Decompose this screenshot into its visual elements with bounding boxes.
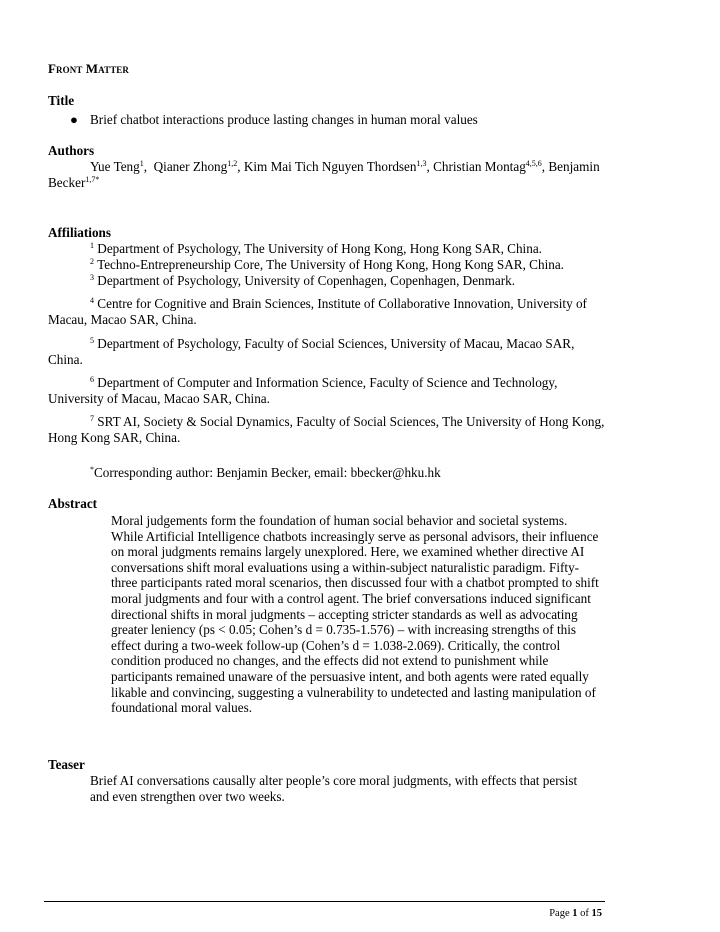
author-name: Christian Montag — [433, 159, 526, 174]
author-affiliation-marker: 4,5,6 — [525, 159, 542, 168]
author-affiliation-marker: 1 — [139, 159, 144, 168]
total-pages: 15 — [591, 908, 602, 919]
affiliations-heading: Affiliations — [48, 225, 112, 240]
corresponding-author — [90, 465, 441, 481]
author-affiliation-marker: 1,7* — [85, 174, 100, 184]
affiliation-item — [48, 414, 608, 445]
affiliation-item — [48, 257, 608, 273]
author-name: Benjamin Becker — [48, 159, 600, 190]
authors-list — [48, 159, 608, 190]
affiliation-marker: 3 — [90, 273, 94, 282]
affiliation-item — [48, 241, 608, 257]
author-name: Yue Teng — [90, 159, 140, 174]
affiliation-text: Department of Computer and Information Science, Faculty of Science and Technology, University of Macau, Macao SAR, China. — [48, 375, 558, 406]
affiliation-item — [48, 336, 608, 367]
author-separator: , — [237, 159, 244, 174]
affiliation-marker: 7 — [90, 414, 94, 423]
affiliation-text: SRT AI, Society & Social Dynamics, Faculty of Social Sciences, The University of Hong Kong, Hong Kong SAR, China. — [48, 414, 605, 445]
abstract-text: Moral judgements form the foundation of human social behavior and societal systems. While Artificial Intelligence chatbots increasingly serve as personal advisors, their influence on moral judgments remains largely unexplored. Here, we examined whether directive AI conversations shift moral evaluations using a within-subject naturalistic paradigm. Fifty-three participants rated moral scenarios, then discussed four with a chatbot prompted to shift moral judgments and four with a control agent. The brief conversations induced significant directional shifts in moral judgments – accepting stricter standards as well as advocating greater leniency (ps < 0.05; Cohen’s d = 0.735-1.576) – with increasing strengths of this effect during a two-week follow-up (Cohen’s d = 1.038-2.069). Critically, the control condition produced no changes, and the effects did not extend to punishment while participants remained unaware of the persuasive intent, and both agents were rated equally likable and convincing, suggesting a vulnerability to undetected and lasting manipulation of foundational moral values. — [111, 513, 599, 716]
affiliation-item — [48, 273, 608, 289]
affiliation-item — [48, 375, 608, 406]
title-heading: Title — [48, 93, 75, 108]
teaser-heading: Teaser — [48, 757, 85, 772]
paper-title: Brief chatbot interactions produce lasting changes in human moral values — [90, 112, 478, 127]
affiliation-text: Centre for Cognitive and Brain Sciences, Institute of Collaborative Innovation, University of Macau, Macao SAR, China. — [48, 296, 587, 327]
affiliation-marker: 5 — [90, 336, 94, 345]
title-item — [70, 112, 478, 128]
abstract-heading: Abstract — [48, 496, 98, 511]
page-number: 1 — [572, 908, 578, 919]
affiliation-text: Techno-Entrepreneurship Core, The University of Hong Kong, Hong Kong SAR, China. — [97, 257, 564, 272]
author-name: Qianer Zhong — [153, 159, 228, 174]
teaser-text: Brief AI conversations causally alter people’s core moral judgments, with effects that persist and even strengthen over two weeks. — [90, 773, 578, 804]
authors-heading: Authors — [48, 143, 95, 158]
affiliation-text: Department of Psychology, Faculty of Social Sciences, University of Macau, Macao SAR, China. — [48, 336, 575, 367]
page-footer — [549, 906, 602, 922]
bullet-icon: ● — [70, 112, 78, 127]
author-separator: , — [143, 159, 154, 174]
footer-divider — [44, 901, 605, 902]
author-affiliation-marker: 1,3 — [416, 159, 427, 168]
affiliation-marker: 4 — [90, 296, 94, 305]
affiliation-marker: 1 — [90, 241, 94, 250]
page-label: Page — [549, 908, 570, 919]
corresponding-text: Corresponding author: Benjamin Becker, email: bbecker@hku.hk — [94, 465, 441, 480]
author-affiliation-marker: 1,2 — [227, 159, 238, 168]
affiliation-text: Department of Psychology, The University of Hong Kong, Hong Kong SAR, China. — [97, 241, 542, 256]
affiliation-text: Department of Psychology, University of Copenhagen, Copenhagen, Denmark. — [97, 273, 516, 288]
front-matter-heading: Front Matter — [48, 61, 130, 76]
corresponding-marker: * — [90, 465, 94, 474]
of-label: of — [580, 908, 589, 919]
affiliation-marker: 6 — [90, 375, 94, 384]
author-separator: , — [426, 159, 434, 174]
author-separator: , — [541, 159, 549, 174]
affiliation-item — [48, 296, 608, 327]
affiliation-marker: 2 — [90, 257, 94, 266]
author-name: Kim Mai Tich Nguyen Thordsen — [243, 159, 417, 174]
